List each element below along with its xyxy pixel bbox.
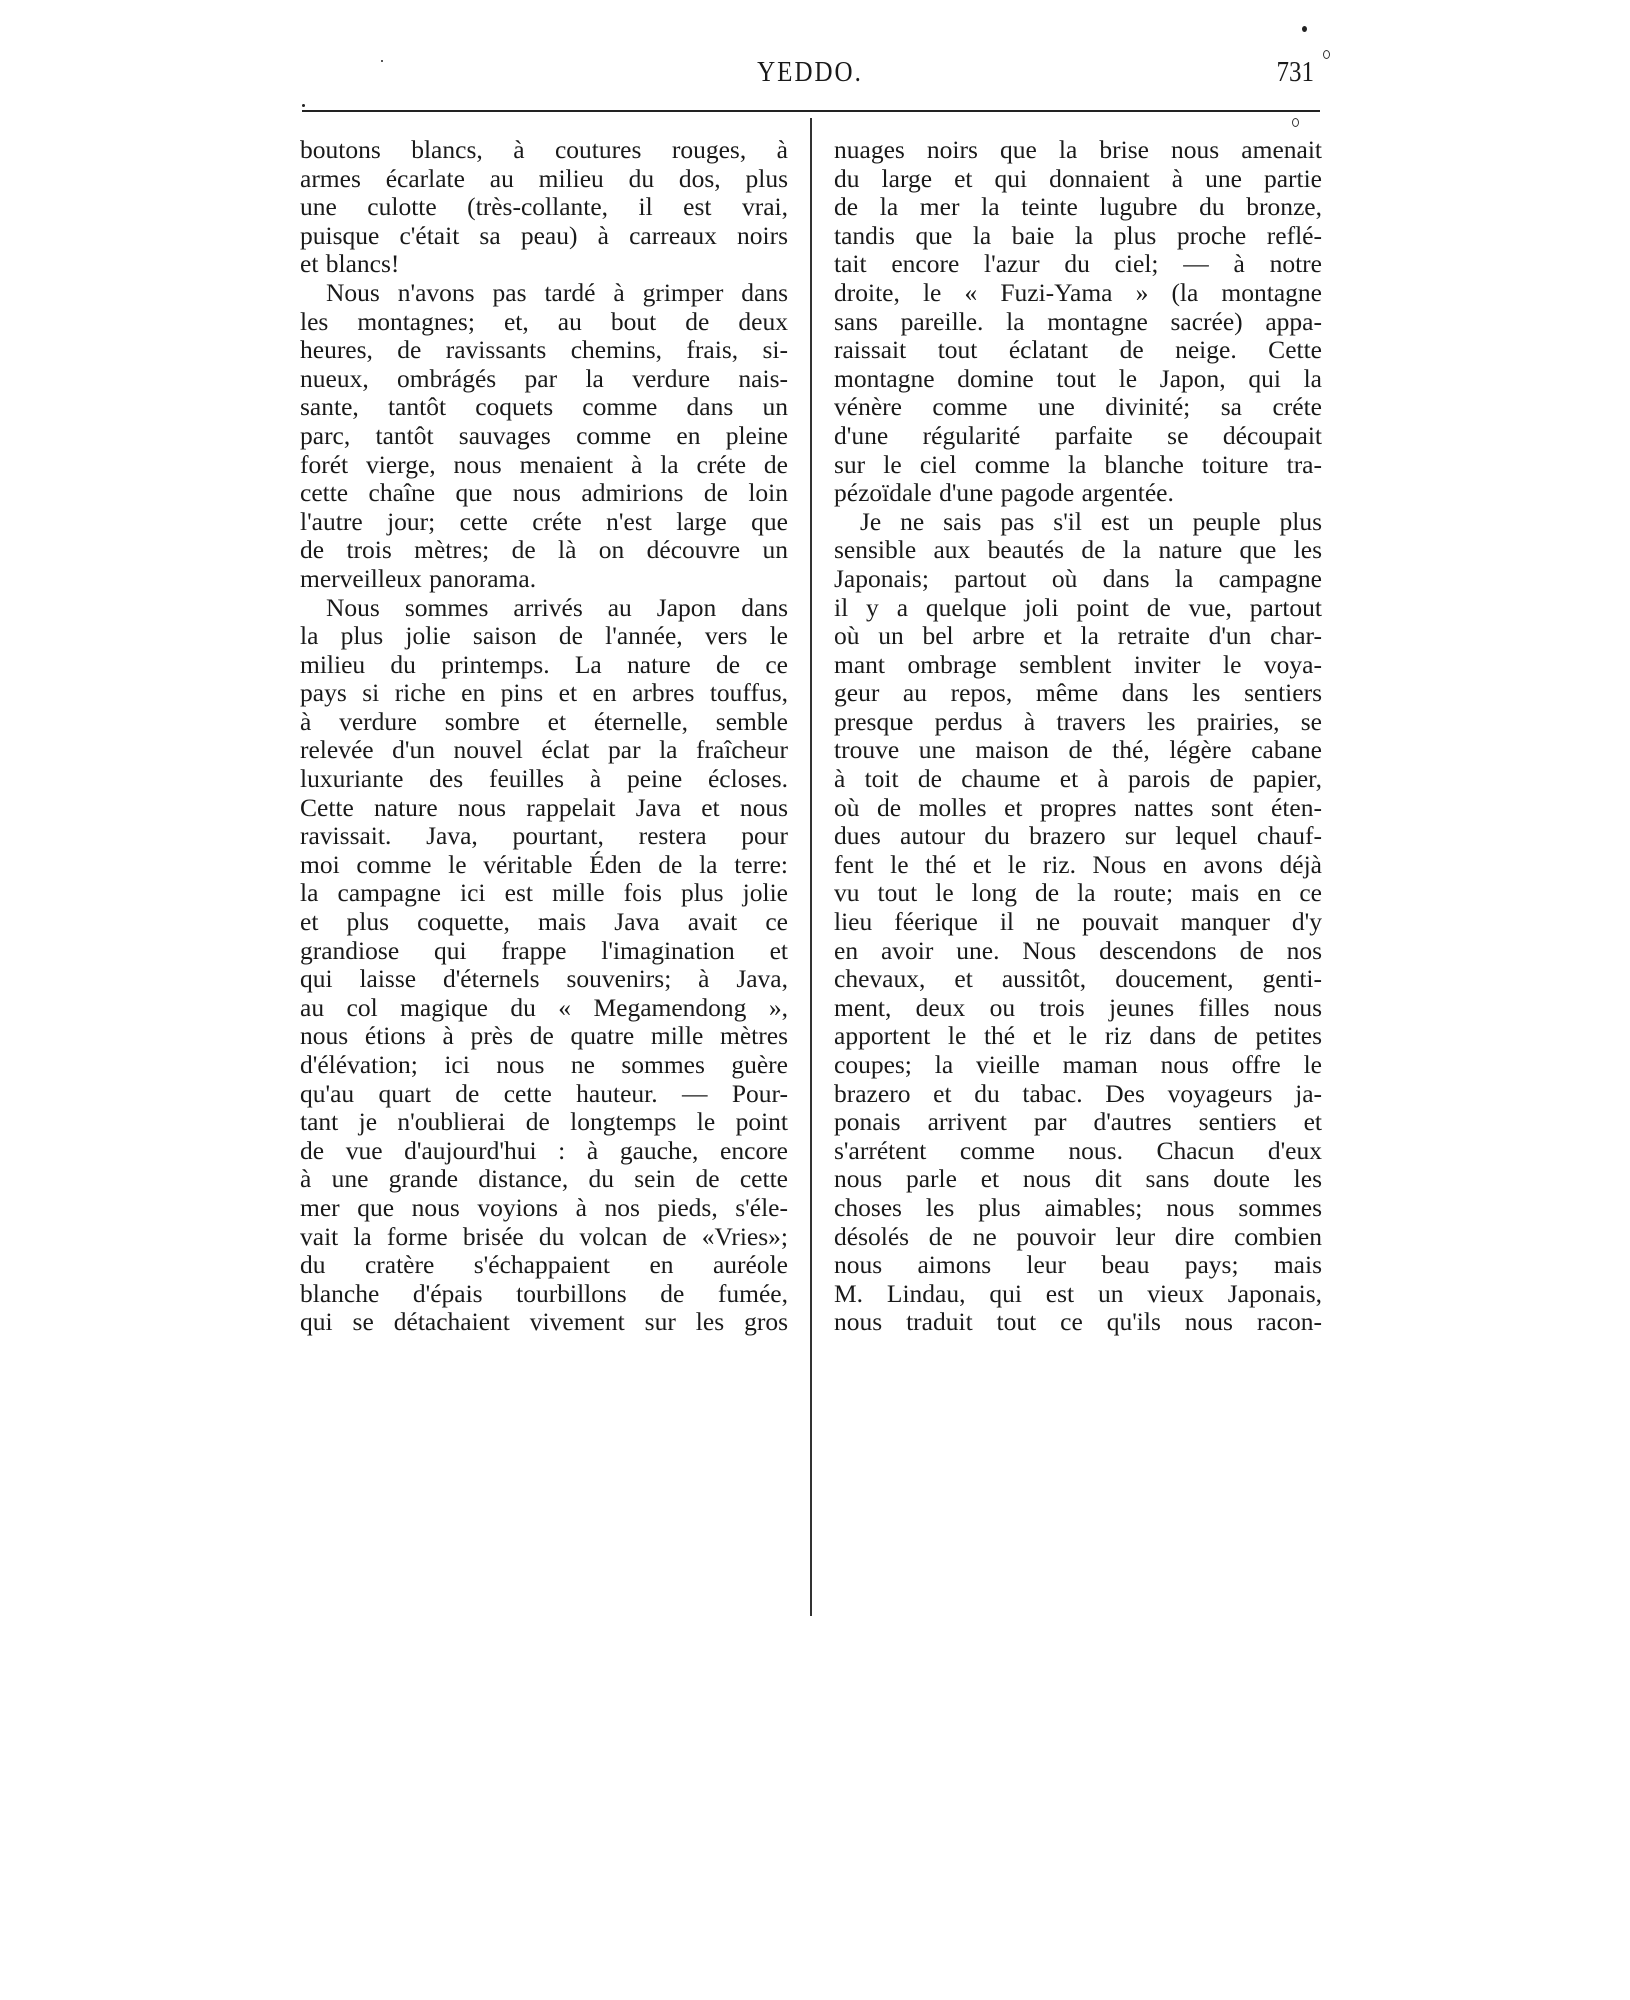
text-line: choses les plus aimables; nous sommes	[834, 1192, 1322, 1222]
running-title: YEDDO.	[757, 56, 863, 88]
text-line: la campagne ici est mille fois plus jolie	[300, 878, 788, 908]
text-line: ravissait. Java, pourtant, restera pour	[300, 821, 788, 851]
text-line: nuages noirs que la brise nous amenait	[834, 135, 1322, 164]
text-column-left	[300, 136, 788, 1337]
text-column-right	[834, 136, 1322, 1337]
text-line: Je ne sais pas s'il est un peuple plus	[860, 506, 1322, 536]
text-line: et blancs!	[300, 249, 400, 279]
text-line: nous étions à près de quatre mille mètres	[300, 1021, 788, 1051]
text-line: droite, le « Fuzi-Yama » (la montagne	[834, 277, 1322, 307]
text-line: qui se détachaient vivement sur les gros	[300, 1307, 788, 1337]
text-line: forét vierge, nous menaient à la créte de	[300, 449, 788, 479]
text-line: fent le thé et le riz. Nous en avons déjà	[834, 849, 1322, 879]
text-line: sante, tantôt coquets comme dans un	[300, 392, 788, 422]
text-line: pays si riche en pins et en arbres touffus,	[300, 678, 788, 708]
text-line: heures, de ravissants chemins, frais, si-	[300, 335, 788, 365]
text-line: dues autour du brazero sur lequel chauf-	[834, 821, 1322, 851]
page-header	[300, 55, 1320, 95]
text-line: d'élévation; ici nous ne sommes guère	[300, 1050, 788, 1079]
text-line: ment, deux ou trois jeunes filles nous	[834, 992, 1322, 1022]
text-line: parc, tantôt sauvages comme en pleine	[300, 420, 788, 450]
text-line: d'une régularité parfaite se découpait	[834, 420, 1322, 450]
text-line: coupes; la vieille maman nous offre le	[834, 1050, 1322, 1079]
text-line: cette chaîne que nous admirions de loin	[300, 478, 788, 508]
text-line: chevaux, et aussitôt, doucement, genti-	[834, 964, 1322, 994]
text-line: Japonais; partout où dans la campagne	[834, 563, 1322, 593]
text-line: une culotte (très-collante, il est vrai,	[300, 192, 788, 222]
text-line: Cette nature nous rappelait Java et nous	[300, 792, 788, 822]
text-line: de vue d'aujourd'hui : à gauche, encore	[300, 1135, 788, 1165]
text-line: presque perdus à travers les prairies, se	[834, 706, 1322, 736]
text-line: ponais arrivent par d'autres sentiers et	[834, 1107, 1322, 1137]
text-line: nous parle et nous dit sans doute les	[834, 1164, 1322, 1194]
text-line: brazero et du tabac. Des voyageurs ja-	[834, 1078, 1322, 1108]
text-line: de trois mètres; de là on découvre un	[300, 535, 788, 565]
text-line: milieu du printemps. La nature de ce	[300, 649, 788, 679]
text-line: relevée d'un nouvel éclat par la fraîcheur	[300, 735, 788, 765]
text-line: il y a quelque joli point de vue, partout	[834, 592, 1322, 622]
text-line: les montagnes; et, au bout de deux	[300, 306, 788, 336]
text-line: puisque c'était sa peau) à carreaux noirs	[300, 220, 788, 250]
text-line: nous aimons leur beau pays; mais	[834, 1250, 1322, 1280]
scan-speck	[1302, 26, 1307, 32]
text-line: nueux, ombrágés par la verdure nais-	[300, 363, 788, 393]
scan-speck	[302, 104, 305, 107]
text-line: boutons blancs, à coutures rouges, à	[300, 135, 788, 164]
text-line: à toit de chaume et à parois de papier,	[834, 764, 1322, 794]
text-line: pézoïdale d'une pagode argentée.	[834, 478, 1174, 508]
text-line: et plus coquette, mais Java avait ce	[300, 907, 788, 937]
text-line: désolés de ne pouvoir leur dire combien	[834, 1221, 1322, 1251]
scan-speck	[381, 60, 383, 62]
page-number: 731	[1276, 56, 1314, 88]
text-line: où un bel arbre et la retraite d'un char-	[834, 621, 1322, 651]
text-line: geur au repos, même dans les sentiers	[834, 678, 1322, 708]
text-line: à verdure sombre et éternelle, semble	[300, 706, 788, 736]
text-line: grandiose qui frappe l'imagination et	[300, 935, 788, 965]
text-line: à une grande distance, du sein de cette	[300, 1164, 788, 1194]
text-line: qui laisse d'éternels souvenirs; à Java,	[300, 964, 788, 994]
text-line: luxuriante des feuilles à peine écloses.	[300, 764, 788, 794]
text-line: du large et qui donnaient à une partie	[834, 163, 1322, 193]
text-line: vénère comme une divinité; sa créte	[834, 392, 1322, 422]
text-line: au col magique du « Megamendong »,	[300, 992, 788, 1022]
text-line: montagne domine tout le Japon, qui la	[834, 363, 1322, 393]
text-line: vait la forme brisée du volcan de «Vries»;	[300, 1221, 788, 1251]
text-line: merveilleux panorama.	[300, 563, 537, 593]
text-line: sensible aux beautés de la nature que les	[834, 535, 1322, 565]
header-rule	[302, 110, 1320, 112]
text-line: moi comme le véritable Éden de la terre:	[300, 849, 788, 879]
text-line: blanche d'épais tourbillons de fumée,	[300, 1278, 788, 1308]
column-divider	[810, 118, 812, 1616]
text-line: mant ombrage semblent inviter le voya-	[834, 649, 1322, 679]
text-line: qu'au quart de cette hauteur. — Pour-	[300, 1078, 788, 1108]
text-line: armes écarlate au milieu du dos, plus	[300, 163, 788, 193]
text-line: Nous n'avons pas tardé à grimper dans	[326, 277, 788, 307]
text-line: où de molles et propres nattes sont éten-	[834, 792, 1322, 822]
text-line: l'autre jour; cette créte n'est large que	[300, 506, 788, 536]
text-line: Nous sommes arrivés au Japon dans	[326, 592, 788, 622]
text-line: vu tout le long de la route; mais en ce	[834, 878, 1322, 908]
text-line: la plus jolie saison de l'année, vers le	[300, 621, 788, 651]
text-line: tait encore l'azur du ciel; — à notre	[834, 249, 1322, 279]
text-line: mer que nous voyions à nos pieds, s'éle-	[300, 1192, 788, 1222]
text-line: tandis que la baie la plus proche reflé-	[834, 220, 1322, 250]
text-line: sans pareille. la montagne sacrée) appa-	[834, 306, 1322, 336]
scan-ring-mark	[1323, 50, 1330, 59]
scan-ring-mark	[1292, 118, 1299, 127]
text-line: s'arrétent comme nous. Chacun d'eux	[834, 1135, 1322, 1165]
text-line: sur le ciel comme la blanche toiture tra-	[834, 449, 1322, 479]
text-line: nous traduit tout ce qu'ils nous racon-	[834, 1307, 1322, 1337]
text-line: trouve une maison de thé, légère cabane	[834, 735, 1322, 765]
text-line: apportent le thé et le riz dans de petites	[834, 1021, 1322, 1051]
text-line: raissait tout éclatant de neige. Cette	[834, 335, 1322, 365]
text-line: du cratère s'échappaient en auréole	[300, 1250, 788, 1280]
text-line: en avoir une. Nous descendons de nos	[834, 935, 1322, 965]
text-line: tant je n'oublierai de longtemps le point	[300, 1107, 788, 1137]
text-line: M. Lindau, qui est un vieux Japonais,	[834, 1278, 1322, 1308]
text-line: de la mer la teinte lugubre du bronze,	[834, 192, 1322, 222]
text-line: lieu féerique il ne pouvait manquer d'y	[834, 907, 1322, 937]
